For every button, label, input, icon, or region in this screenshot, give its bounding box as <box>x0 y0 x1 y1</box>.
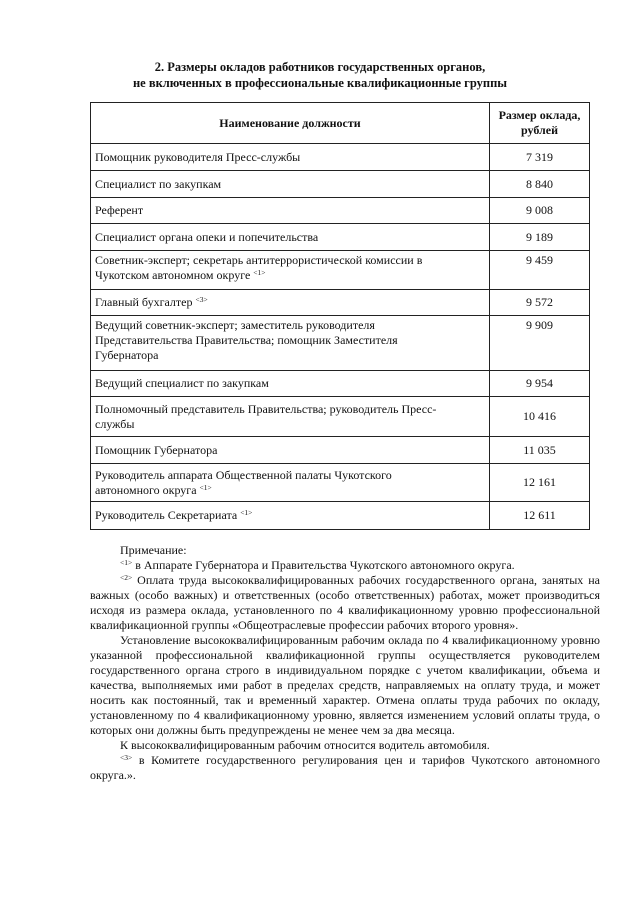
salary-value: 9 189 <box>490 224 590 251</box>
table-row <box>91 316 590 371</box>
table-row <box>91 198 590 224</box>
header-salary-line-2: рублей <box>520 123 559 137</box>
position-name-line: Ведущий советник-эксперт; заместитель руководителя <box>95 318 375 332</box>
note-paragraph: К высококвалифицированным рабочим относится водитель автомобиля. <box>120 738 490 752</box>
table-row <box>91 397 590 437</box>
position-name-line <box>95 268 485 283</box>
position-name <box>91 502 490 530</box>
table-row <box>91 251 590 290</box>
footnote-ref: <1> <box>199 482 212 492</box>
note-paragraph: Установление высококвалифицированным рабочим оклада по 4 квалификационному уровню указанной профессиональной квалификационной группы осуществляется руководителем государственного органа строго в индивидуальном порядке с учетом квалификации, объема и качества, выполняемых ими работ в пределах средств, направляемых на оплату труда, и может носить как постоянный, так и временный характер. Отмена оплаты труда рабочих по окладу, установленному по 4 квалификационному уровню, является изменением условий оплаты труда, о которых они должны быть предупреждены не менее чем за два месяца. <box>90 633 600 737</box>
footnote-ref: <1> <box>253 268 266 277</box>
position-name <box>91 464 490 502</box>
position-name: Референт <box>91 198 490 224</box>
footnote-3 <box>90 753 600 783</box>
salary-value: 9 954 <box>490 371 590 397</box>
header-position-name: Наименование должности <box>91 103 490 144</box>
table-row <box>91 171 590 198</box>
salary-value: 8 840 <box>490 171 590 198</box>
table-header-row <box>91 103 590 144</box>
position-name: Помощник Губернатора <box>91 437 490 464</box>
table-row <box>91 290 590 316</box>
salary-table <box>90 102 590 530</box>
notes-heading: Примечание: <box>120 543 187 557</box>
salary-value: 7 319 <box>490 144 590 171</box>
salary-value: 9 909 <box>490 316 590 371</box>
footnote-mark: <1> <box>120 558 133 567</box>
notes-section <box>90 543 600 783</box>
position-name-line: Руководитель аппарата Общественной палаты Чукотского <box>95 467 392 482</box>
footnote-ref: <3> <box>195 295 208 304</box>
position-name <box>91 397 490 437</box>
table-row <box>91 437 590 464</box>
position-name-line: Советник-эксперт; секретарь антитеррористической комиссии в <box>95 253 423 267</box>
position-name-line: службы <box>95 416 135 431</box>
table-row <box>91 502 590 530</box>
position-name <box>91 316 490 371</box>
salary-value: 12 161 <box>490 464 590 502</box>
table-row <box>91 464 590 502</box>
table-row <box>91 224 590 251</box>
position-name-line: Губернатора <box>95 348 159 362</box>
position-name-line <box>95 483 485 498</box>
position-name-line: Представительства Правительства; помощник Заместителя <box>95 333 398 347</box>
salary-value: 11 035 <box>490 437 590 464</box>
table-row <box>91 144 590 171</box>
salary-value: 9 572 <box>490 290 590 316</box>
position-name: Ведущий специалист по закупкам <box>91 371 490 397</box>
footnote-mark: <2> <box>120 573 133 582</box>
salary-value: 9 008 <box>490 198 590 224</box>
salary-value: 12 611 <box>490 502 590 530</box>
position-name <box>91 290 490 316</box>
footnote-text: в Комитете государственного регулирования цен и тарифов Чукотского автономного округа.». <box>90 753 600 782</box>
footnote-text: Оплата труда высококвалифицированных рабочих государственного органа, занятых на важных (особо важных) и ответственных (особо ответственных) работах, может производиться исходя из размера оклада, установленного по 4 квалификационному уровню профессиональной квалификационной группы «Общеотраслевые профессии рабочих второго уровня». <box>90 573 600 632</box>
section-title <box>60 59 580 91</box>
header-salary <box>490 103 590 144</box>
salary-value: 9 459 <box>490 251 590 290</box>
position-name <box>91 251 490 290</box>
position-name: Помощник руководителя Пресс-службы <box>91 144 490 171</box>
position-name-line: Полномочный представитель Правительства; руководитель Пресс- <box>95 401 437 416</box>
position-name: Специалист по закупкам <box>91 171 490 198</box>
position-name-text: автономного округа <box>95 482 197 497</box>
position-name-text: Главный бухгалтер <box>95 295 193 309</box>
position-name-text: Чукотском автономном округе <box>95 268 251 282</box>
section-title-line-2: не включенных в профессиональные квалификационные группы <box>132 76 508 90</box>
table-row <box>91 371 590 397</box>
section-title-line-1: 2. Размеры окладов работников государственных органов, <box>154 60 486 74</box>
footnote-mark: <3> <box>120 753 133 762</box>
footnote-ref: <1> <box>240 508 253 517</box>
footnote-1 <box>90 558 600 573</box>
position-name: Специалист органа опеки и попечительства <box>91 224 490 251</box>
position-name-text: Руководитель Секретариата <box>95 508 238 522</box>
header-salary-line-1: Размер оклада, <box>498 108 581 122</box>
salary-value: 10 416 <box>490 397 590 437</box>
footnote-2 <box>90 573 600 633</box>
footnote-text: в Аппарате Губернатора и Правительства Чукотского автономного округа. <box>132 558 515 572</box>
